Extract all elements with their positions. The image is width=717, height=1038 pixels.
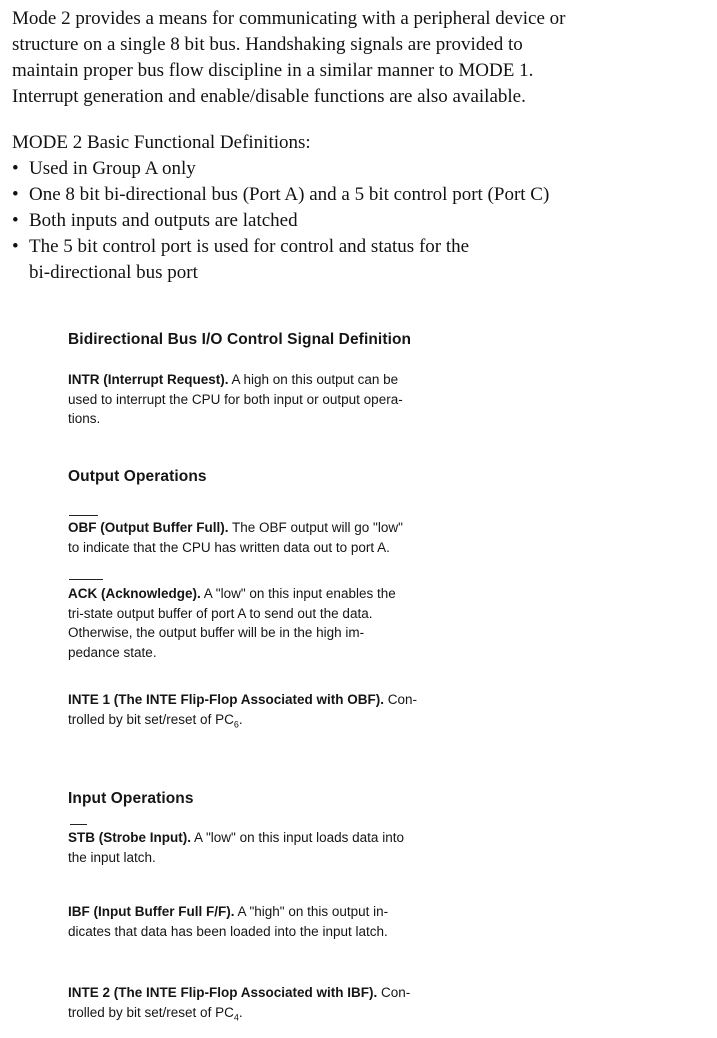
ack-paragraph bbox=[68, 584, 508, 662]
list-item bbox=[12, 208, 717, 234]
ack-text: Otherwise, the output buffer will be in the high im- bbox=[68, 625, 365, 640]
obf-text: The OBF output will go "low" bbox=[228, 520, 403, 535]
inte2-term: INTE 2 (The INTE Flip-Flop Associated with IBF). bbox=[68, 985, 378, 1000]
bullet-icon: • bbox=[12, 210, 19, 231]
inte1-text: trolled by bit set/reset of PC bbox=[68, 711, 234, 727]
bullet-icon: • bbox=[12, 184, 19, 205]
inte2-period: . bbox=[238, 1004, 243, 1020]
intr-term: INTR (Interrupt Request). bbox=[68, 372, 229, 387]
ibf-paragraph bbox=[68, 902, 508, 941]
list-item bbox=[12, 156, 717, 182]
obf-text: to indicate that the CPU has written data out to port A. bbox=[68, 539, 390, 555]
list-item-text: Both inputs and outputs are latched bbox=[29, 210, 298, 231]
intr-paragraph bbox=[68, 370, 508, 429]
ack-term: ACK (Acknowledge). bbox=[68, 586, 201, 601]
list-item bbox=[12, 234, 717, 286]
input-operations-heading: Input Operations bbox=[68, 790, 194, 807]
definitions-heading: MODE 2 Basic Functional Definitions: bbox=[12, 132, 311, 153]
list-item-text: The 5 bit control port is used for control and status for the bbox=[29, 236, 470, 257]
list-item-text: One 8 bit bi-directional bus (Port A) and a 5 bit control port (Port C) bbox=[29, 184, 550, 205]
stb-text: the input latch. bbox=[68, 849, 156, 865]
bullet-icon: • bbox=[12, 158, 19, 179]
intro-line: Mode 2 provides a means for communicating with a peripheral device or bbox=[12, 8, 566, 29]
inte1-period: . bbox=[238, 711, 243, 727]
inte1-text: Con- bbox=[384, 692, 418, 707]
stb-paragraph bbox=[68, 828, 508, 867]
list-item bbox=[12, 182, 717, 208]
list-item-text: Used in Group A only bbox=[29, 158, 196, 179]
intro-line: maintain proper bus flow discipline in a similar manner to MODE 1. bbox=[12, 60, 534, 81]
obf-term: OBF (Output Buffer Full). bbox=[68, 520, 229, 535]
ack-text: tri-state output buffer of port A to send out the data. bbox=[68, 605, 373, 621]
ibf-text: A "high" on this output in- bbox=[234, 904, 389, 919]
list-item-continuation: bi-directional bus port bbox=[29, 262, 198, 283]
bullet-icon: • bbox=[12, 236, 19, 257]
ack-text: pedance state. bbox=[68, 644, 157, 660]
intro-paragraph bbox=[12, 6, 717, 110]
inte1-term: INTE 1 (The INTE Flip-Flop Associated with OBF). bbox=[68, 692, 385, 707]
signal-section-heading: Bidirectional Bus I/O Control Signal Definition bbox=[68, 331, 412, 348]
intro-line: structure on a single 8 bit bus. Handshaking signals are provided to bbox=[12, 34, 523, 55]
inte1-paragraph bbox=[68, 690, 508, 729]
obf-paragraph bbox=[68, 518, 508, 557]
stb-text: A "low" on this input loads data into bbox=[190, 830, 404, 845]
inte1-subscript: 6 bbox=[233, 719, 239, 730]
intr-text: used to interrupt the CPU for both input or output opera- bbox=[68, 391, 403, 407]
intro-line: Interrupt generation and enable/disable functions are also available. bbox=[12, 86, 526, 107]
ibf-text: dicates that data has been loaded into the input latch. bbox=[68, 923, 388, 939]
inte2-text: Con- bbox=[377, 985, 411, 1000]
ack-overbar bbox=[69, 579, 103, 580]
output-operations-heading: Output Operations bbox=[68, 468, 207, 485]
intr-text: tions. bbox=[68, 411, 101, 426]
definitions-list bbox=[12, 156, 717, 286]
inte2-subscript: 4 bbox=[233, 1012, 239, 1023]
obf-overbar bbox=[69, 515, 98, 516]
ack-text: A "low" on this input enables the bbox=[200, 586, 396, 601]
ibf-term: IBF (Input Buffer Full F/F). bbox=[68, 904, 235, 919]
inte2-text: trolled by bit set/reset of PC bbox=[68, 1004, 234, 1020]
stb-overbar bbox=[70, 824, 87, 825]
intr-text: A high on this output can be bbox=[228, 372, 399, 387]
inte2-paragraph bbox=[68, 983, 508, 1022]
stb-term: STB (Strobe Input). bbox=[68, 830, 191, 845]
